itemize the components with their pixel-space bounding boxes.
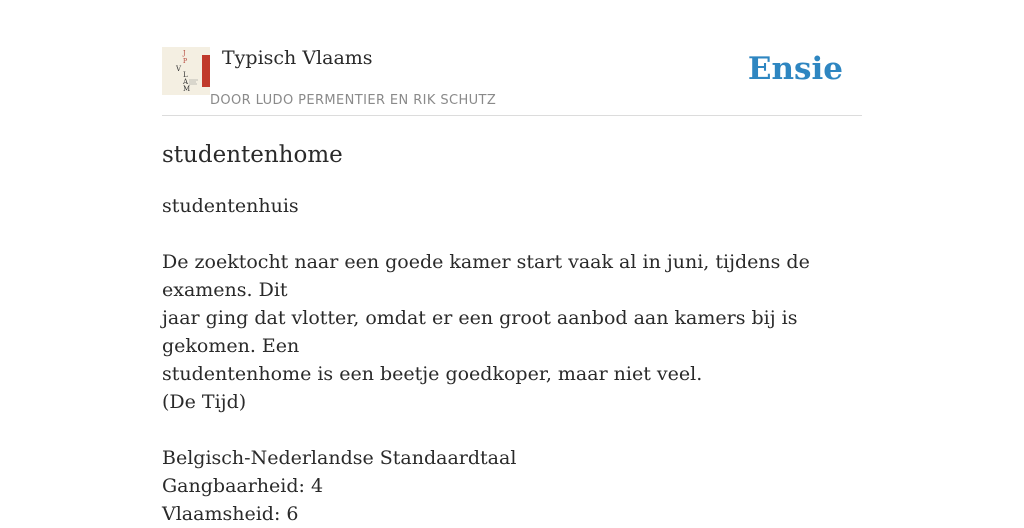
vlaamsheid-rating: Vlaamsheid: 6 [162, 503, 299, 525]
example-source: (De Tijd) [162, 391, 247, 413]
example-line: De zoektocht naar een goede kamer start vaak al in juni, tijdens de examens. Dit [162, 251, 810, 301]
book-title-link[interactable]: Typisch Vlaams [222, 47, 373, 69]
entry-term: studentenhome [162, 142, 343, 168]
paragraph-spacer [162, 220, 862, 248]
svg-text:A: A [183, 78, 189, 86]
entry-definition: studentenhuis [162, 195, 299, 217]
svg-text:J: J [183, 50, 186, 57]
svg-text:L: L [183, 71, 188, 79]
entry-body [162, 192, 862, 528]
svg-text:P: P [183, 58, 188, 65]
example-line: studentenhome is een beetje goedkoper, maar niet veel. [162, 363, 703, 385]
page-container [162, 0, 862, 525]
svg-text:V: V [176, 65, 182, 73]
svg-text:M: M [183, 85, 191, 93]
book-authors: DOOR LUDO PERMENTIER EN RIK SCHUTZ [210, 93, 497, 108]
book-cover-icon[interactable] [162, 47, 210, 95]
entry-classification: Belgisch-Nederlandse Standaardtaal [162, 447, 517, 469]
gangbaarheid-rating: Gangbaarheid: 4 [162, 475, 324, 497]
example-line: jaar ging dat vlotter, omdat er een groot aanbod aan kamers bij is gekomen. Een [162, 307, 798, 357]
paragraph-spacer [162, 416, 862, 444]
entry-header [162, 0, 862, 116]
ensie-logo-link[interactable]: Ensie [747, 51, 843, 87]
